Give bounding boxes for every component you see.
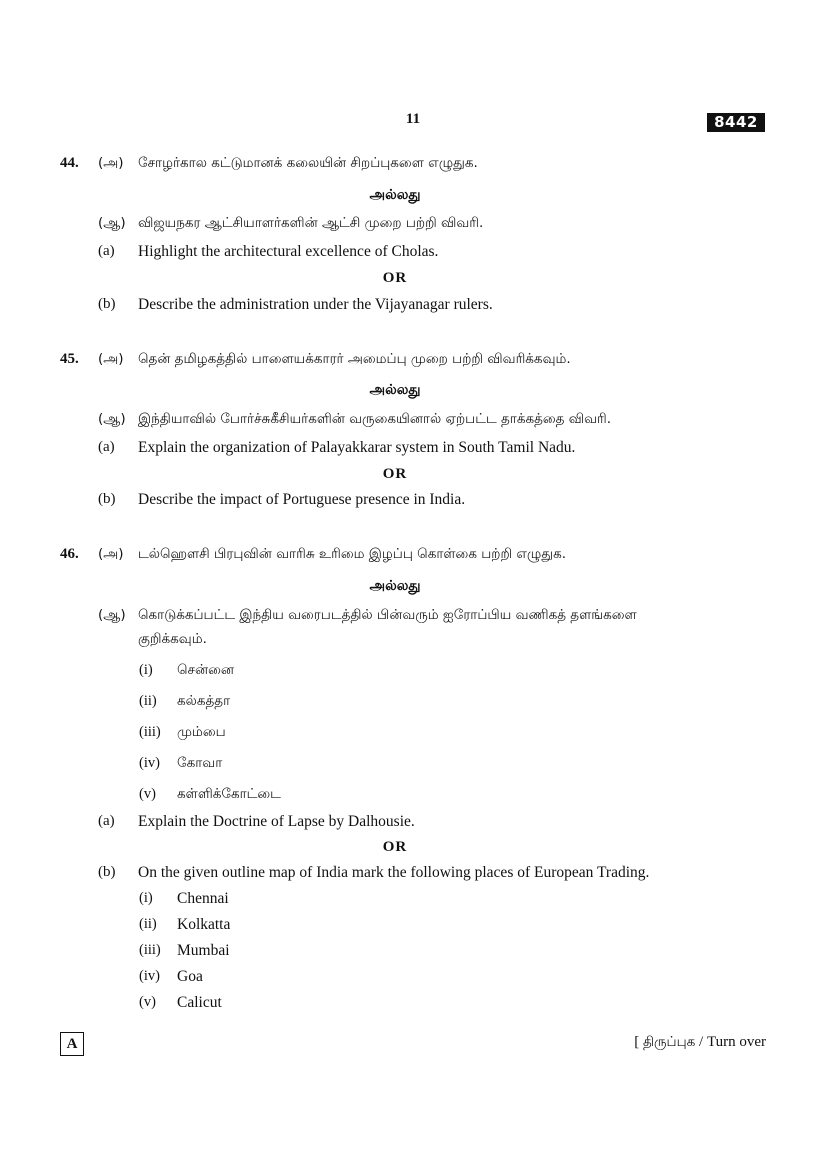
q45-tamil-b-label: (ஆ) [98,411,126,427]
q46-tamil-a-label: (அ) [98,546,124,562]
english-place-label: (iii) [139,942,161,958]
q45-eng-b-label: (b) [98,491,116,507]
tamil-place-label: (ii) [139,693,157,709]
q46-eng-a-label: (a) [98,813,115,829]
q44-eng-a-label: (a) [98,243,115,259]
tamil-place-text: கள்ளிக்கோட்டை [177,786,281,802]
tamil-place-label: (v) [139,786,156,802]
q44-eng-b-label: (b) [98,296,116,312]
turn-over-bracket: [ [634,1034,640,1050]
q46-eng-a-text: Explain the Doctrine of Lapse by Dalhousie. [138,813,415,830]
q44-eng-or: OR [382,270,408,286]
tamil-place-label: (iii) [139,724,161,740]
page-number: 11 [405,111,421,127]
q45-tamil-a-label: (அ) [98,351,124,367]
q45-eng-or: OR [382,466,408,482]
paper-code-badge: 8442 [707,113,765,132]
q45-tamil-b-text: இந்தியாவில் போர்ச்சுகீசியர்களின் வருகையினால் ஏற்பட்ட தாக்கத்தை விவரி. [138,411,612,427]
english-place-label: (i) [139,890,153,906]
q46-eng-b-text: On the given outline map of India mark the following places of European Trading. [138,864,650,881]
english-place-label: (iv) [139,968,160,984]
q46-tamil-b-text-line1: கொடுக்கப்பட்ட இந்திய வரைபடத்தில் பின்வரும் ஐரோப்பிய வணிகத் தளங்களை [138,607,637,623]
q46-tamil-or: அல்லது [369,578,421,594]
q45-tamil-or: அல்லது [369,382,421,398]
tamil-place-text: கல்கத்தா [177,693,231,709]
series-box: A [60,1032,84,1056]
english-place-text: Calicut [177,994,222,1011]
tamil-place-text: கோவா [177,755,223,771]
q44-tamil-a-text: சோழர்கால கட்டுமானக் கலையின் சிறப்புகளை எழுதுக. [138,155,478,171]
q46-tamil-a-text: டல்ஹௌசி பிரபுவின் வாரிசு உரிமை இழப்பு கொள்கை பற்றி எழுதுக. [138,546,566,562]
tamil-place-text: சென்னை [177,662,234,678]
q44-tamil-or: அல்லது [369,187,421,203]
tamil-place-text: மும்பை [177,724,226,740]
q46-eng-or: OR [382,839,408,855]
turn-over-separator: / [699,1034,704,1050]
question-number-45: 45. [60,351,79,367]
turn-over-tamil: திருப்புக [642,1034,696,1050]
q45-eng-b-text: Describe the impact of Portuguese presence in India. [138,491,466,508]
q46-tamil-b-text-line2: குறிக்கவும். [138,631,207,647]
q45-eng-a-label: (a) [98,439,115,455]
q46-tamil-b-label: (ஆ) [98,607,126,623]
q44-tamil-a-label: (அ) [98,155,124,171]
q46-eng-b-label: (b) [98,864,116,880]
q45-eng-a-text: Explain the organization of Palayakkarar system in South Tamil Nadu. [138,439,576,456]
q45-tamil-a-text: தென் தமிழகத்தில் பாளையக்காரர் அமைப்பு முறை பற்றி விவரிக்கவும். [138,351,571,367]
english-place-text: Mumbai [177,942,230,959]
tamil-place-label: (i) [139,662,153,678]
english-place-text: Goa [177,968,203,985]
question-number-46: 46. [60,546,79,562]
question-number-44: 44. [60,155,79,171]
english-place-text: Kolkatta [177,916,231,933]
q44-eng-b-text: Describe the administration under the Vijayanagar rulers. [138,296,493,313]
q44-eng-a-text: Highlight the architectural excellence of Cholas. [138,243,439,260]
turn-over-english: Turn over [706,1034,766,1050]
english-place-label: (ii) [139,916,157,932]
english-place-label: (v) [139,994,156,1010]
english-place-text: Chennai [177,890,229,907]
q44-tamil-b-label: (ஆ) [98,215,126,231]
q44-tamil-b-text: விஜயநகர ஆட்சியாளர்களின் ஆட்சி முறை பற்றி விவரி. [138,215,484,231]
tamil-place-label: (iv) [139,755,160,771]
turn-over-note [634,1034,766,1052]
